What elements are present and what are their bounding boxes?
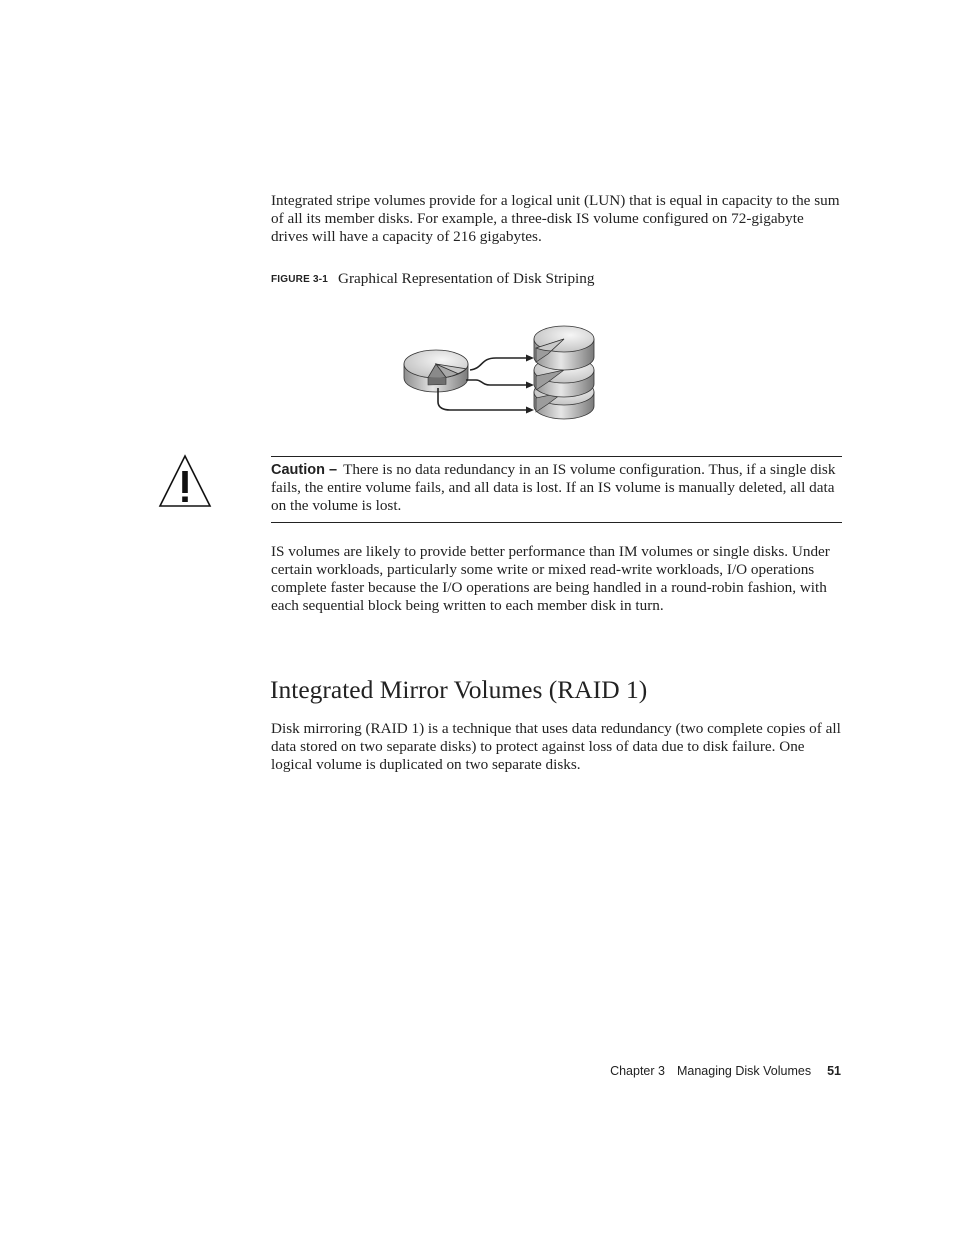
member-disk-1	[534, 326, 594, 370]
page-footer	[610, 1063, 841, 1079]
figure-title: Graphical Representation of Disk Striping	[338, 270, 595, 287]
caution-top-rule	[271, 456, 842, 457]
source-disk	[404, 350, 468, 392]
footer-title: Managing Disk Volumes	[676, 1064, 812, 1078]
performance-paragraph: IS volumes are likely to provide better performance than IM volumes or single disks. Under certain workloads, particularly some write or mixed read-write workloads, I/O operations complete faster because the I/O operations are being handled in a round-robin fashion, with each sequential block being written to each member disk in turn.	[271, 543, 830, 614]
warning-exclamation-icon	[158, 454, 212, 508]
caution-body: There is no data redundancy in an IS volume configuration. Thus, if a single disk fails, the entire volume fails, and all data is lost. If an IS volume is manually deleted, all data on the volume is lost.	[271, 461, 836, 514]
raid1-paragraph: Disk mirroring (RAID 1) is a technique that uses data redundancy (two complete copies of all data stored on two separate disks) to protect against loss of data due to disk failure. One logical volume is duplicated on two separate disks.	[271, 720, 841, 773]
intro-paragraph: Integrated stripe volumes provide for a logical unit (LUN) that is equal in capacity to the sum of all its member disks. For example, a three-disk IS volume configured on 72-gigabyte drives will have a capacity of 216 gigabytes.	[271, 192, 840, 245]
arrowheads	[526, 355, 534, 414]
figure-label: FIGURE 3-1	[271, 274, 329, 285]
caution-label: Caution –	[271, 462, 338, 478]
caution-note	[271, 461, 843, 515]
figure-caption	[271, 270, 594, 289]
caution-bottom-rule	[271, 522, 842, 523]
disk-striping-diagram	[400, 322, 600, 428]
footer-chapter: Chapter 3	[610, 1064, 665, 1078]
page-number: 51	[827, 1064, 841, 1078]
section-heading: Integrated Mirror Volumes (RAID 1)	[270, 675, 648, 704]
